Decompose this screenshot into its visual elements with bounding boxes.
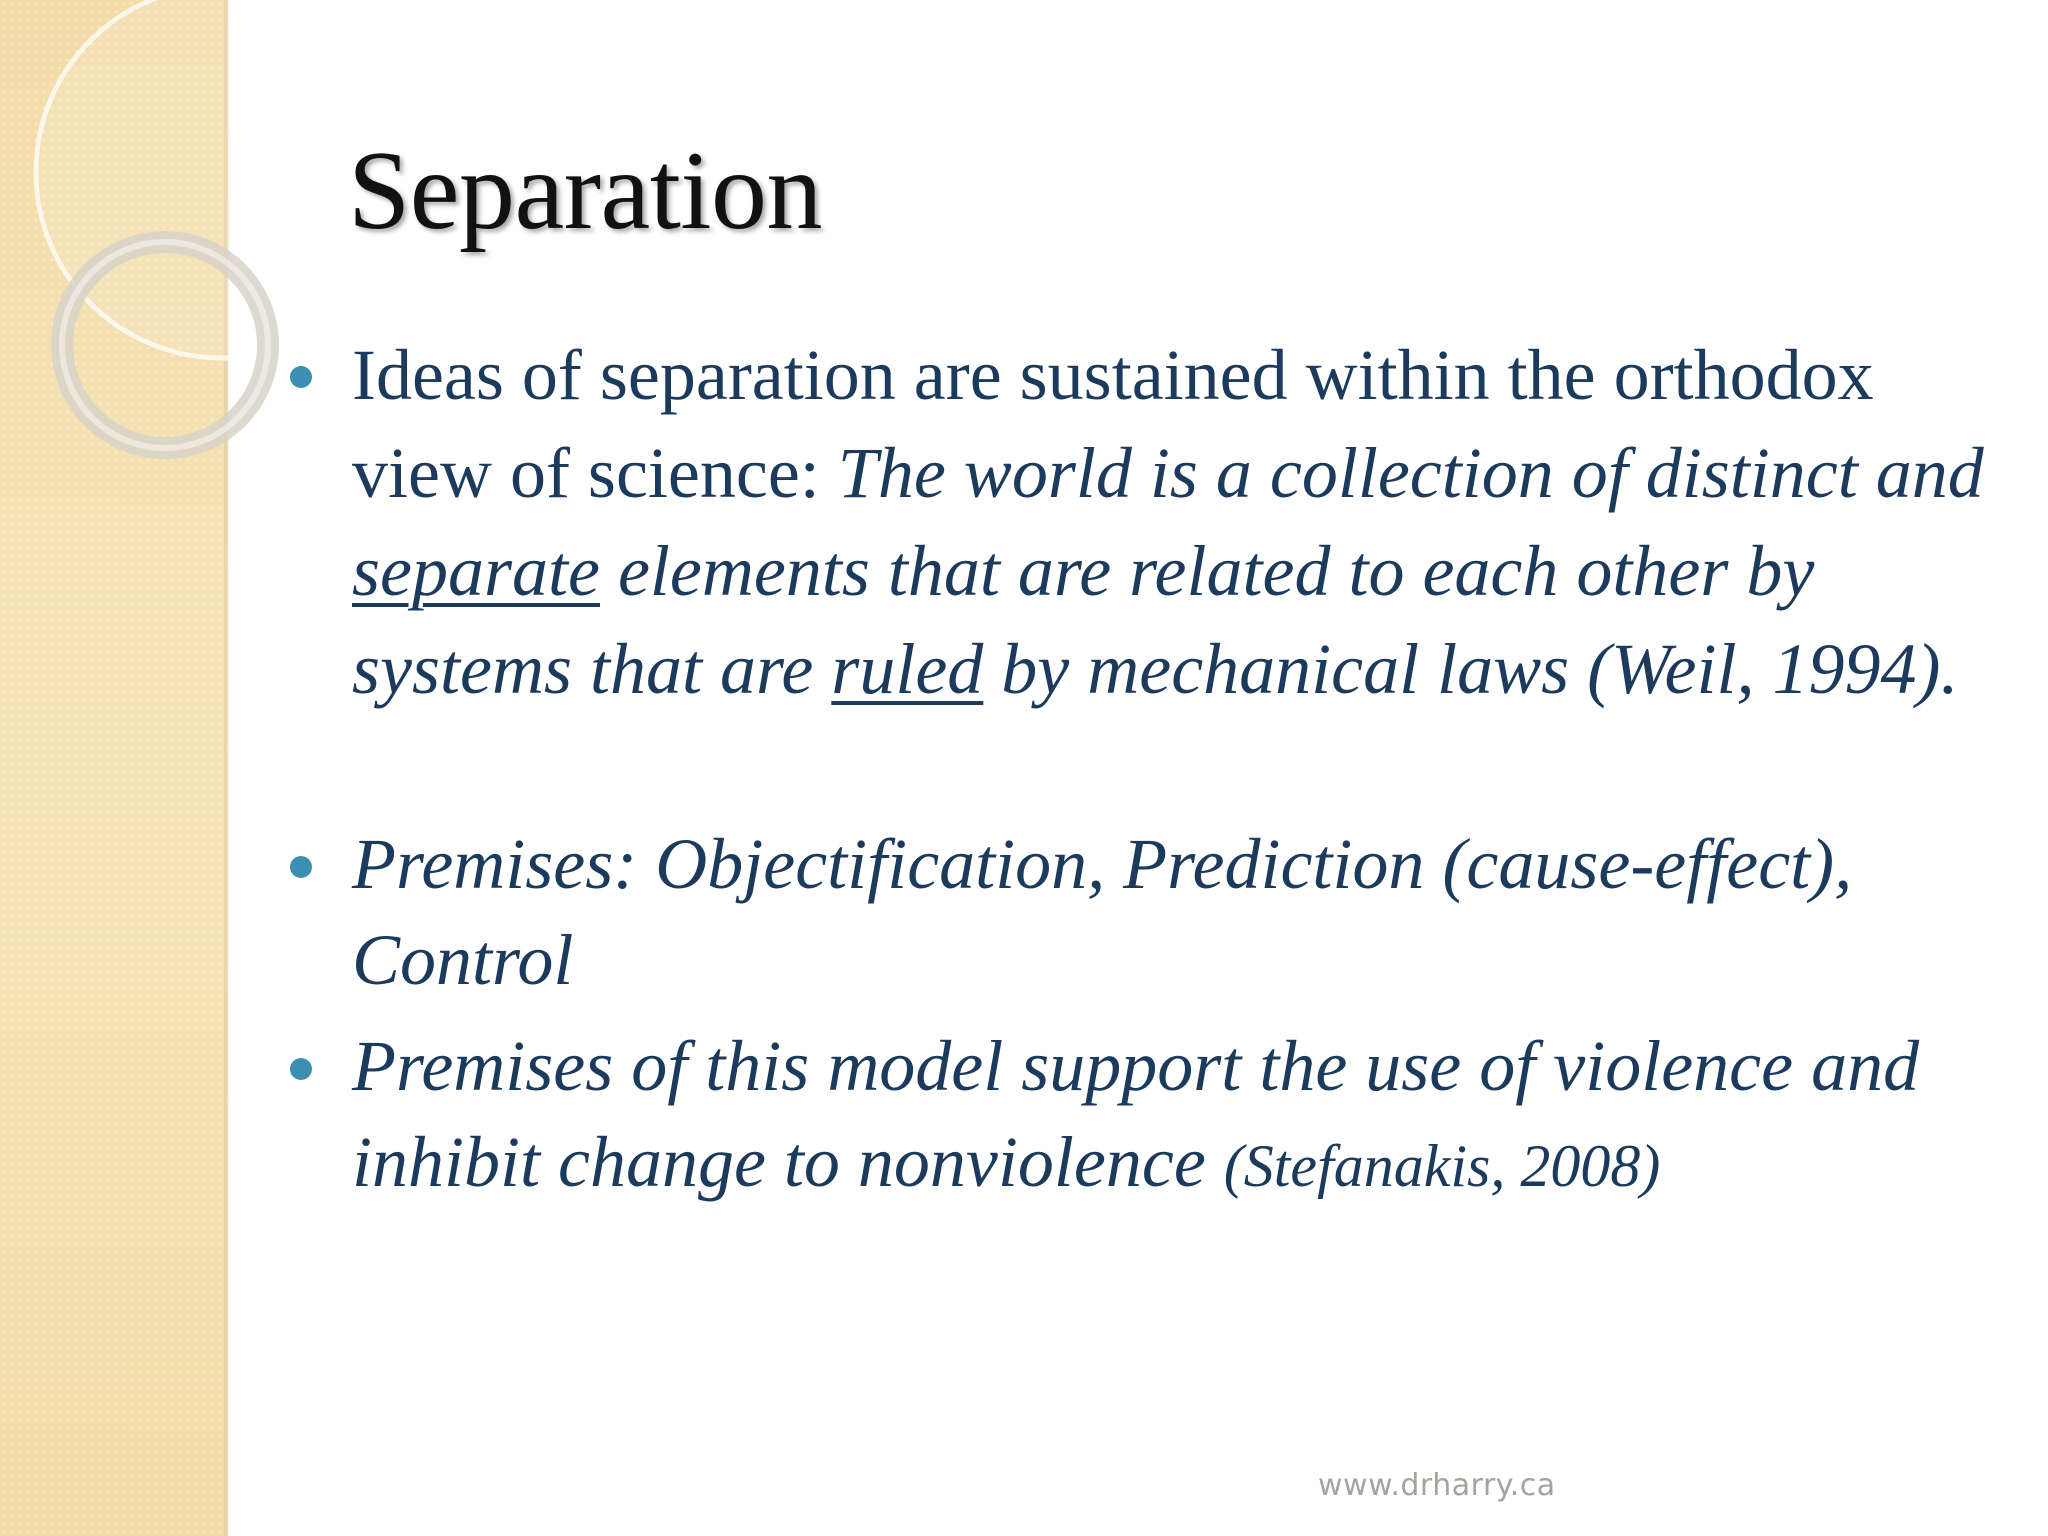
bullet-intro-text: Ideas of separation are sustained within the orthodox view of science: (352, 335, 1874, 513)
slide-title: Separation (348, 129, 822, 253)
bullet-icon (290, 366, 312, 388)
bullet-item (290, 326, 1990, 718)
bullet-list (290, 326, 1990, 1214)
bullet-text: Premises of this model support the use of violence and inhibit change to nonviolence (352, 1026, 1920, 1202)
decorative-circles (0, 0, 300, 520)
quote-text: elements that are related to each other by systems that are (352, 531, 1815, 709)
bullet-item (290, 816, 1990, 1008)
quote-text-citation: by mechanical laws (Weil, 1994). (983, 629, 1959, 709)
underlined-word-separate: separate (352, 531, 600, 611)
citation-text: (Stefanakis, 2008) (1223, 1133, 1661, 1199)
quote-text: The world is a collection of distinct and (837, 433, 1984, 513)
bullet-item (290, 1018, 1990, 1214)
bullet-icon (290, 1058, 312, 1080)
underlined-word-ruled: ruled (831, 629, 984, 709)
bullet-icon (290, 856, 312, 878)
footer-url: www.drharry.ca (1318, 1468, 1556, 1503)
bullet-text: Premises: Objectification, Prediction (cause-effect), Control (352, 824, 1853, 1000)
